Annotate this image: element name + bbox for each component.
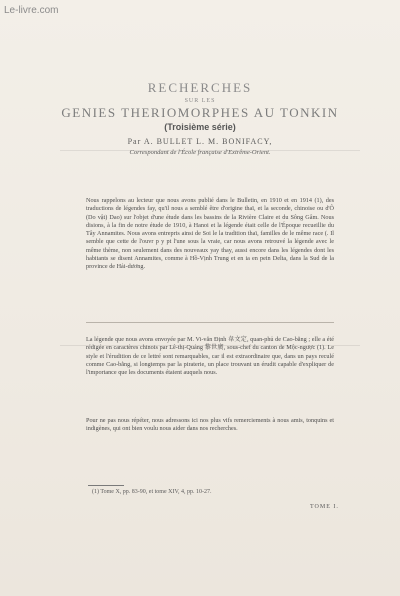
- signature-mark: TOME I.: [310, 504, 339, 510]
- title-line-2: SUR LES: [184, 98, 216, 104]
- paragraph-3: Pour ne pas nous répéter, nous adressons ici nos plus vifs remerciements à nous amis, tonquins et indigènes, qui ont bien voulu nous aider dans nos recherches.: [86, 417, 334, 433]
- title-block: [0, 80, 400, 132]
- watermark[interactable]: Le-livre.com: [4, 5, 59, 16]
- title-line-1: RECHERCHES: [147, 80, 253, 95]
- title-line-3: GENIES THERIOMORPHES AU TONKIN: [61, 105, 339, 120]
- author-line: Par A. BULLET L. M. BONIFACY,: [127, 137, 273, 146]
- divider: [86, 322, 334, 323]
- footnote-rule: [88, 485, 124, 486]
- paragraph-1: Nous rappelons au lecteur que nous avons publié dans le Bulletin, en 1910 et en 1914 (1), des traductions de légendes fay, qu'il nous a semblé être d'origine thaï, et la seconde, chinoise ou d'Ô (Do vật) Dao) sur l'objet d'une étude dans les bassins de la Rivière Claire et du Sông Gâm. Nous disions, à la fin de notre étude de 1910, à Hanoi et la légende était celle de l'Époque recueillie du Tây Annamites. Nous avons entrepris ainsi de Soi le la tradition thaï, familles de le même race (. Il semble que cette de l'ouvr p y pt l'une sous la vraie, car nous avons retrouvé la légende avec le même thème, non seulement dans des nouveaux yay thay, aussi encore dans les légendes dont les habitants se disent Annamites, comme à Hồ-Vịnh Trung et en ia en pein Delta, dans la Sud de la province de Hải-dương.: [86, 197, 334, 271]
- footnote: (1) Tome X, pp. 83-90, et tome XIV, 4, pp. 10-27.: [92, 489, 212, 495]
- paragraph-2: La légende que nous avons envoyée par M. Vi-văn Định 韋文定, quan-phủ de Cao-bằng ; elle a été rédigée en caractères chinois par Lê-thị-Quảng 黎世廣, sous-chef du canton de Mộc-ngược (1). Le style et l'érudition de ce lettré sont remarquables, car il est extraordinaire que, dans un pays reculé comme Cao-bằng, si longtemps par la piraterie, un place trouvant un érudit capable d'expliquer de l'importance que les documents étaient auquels nous.: [86, 336, 334, 377]
- author-role: Correspondant de l'École française d'Extrême-Orient.: [129, 149, 271, 156]
- title-subtitle: (Troisième série): [164, 122, 236, 132]
